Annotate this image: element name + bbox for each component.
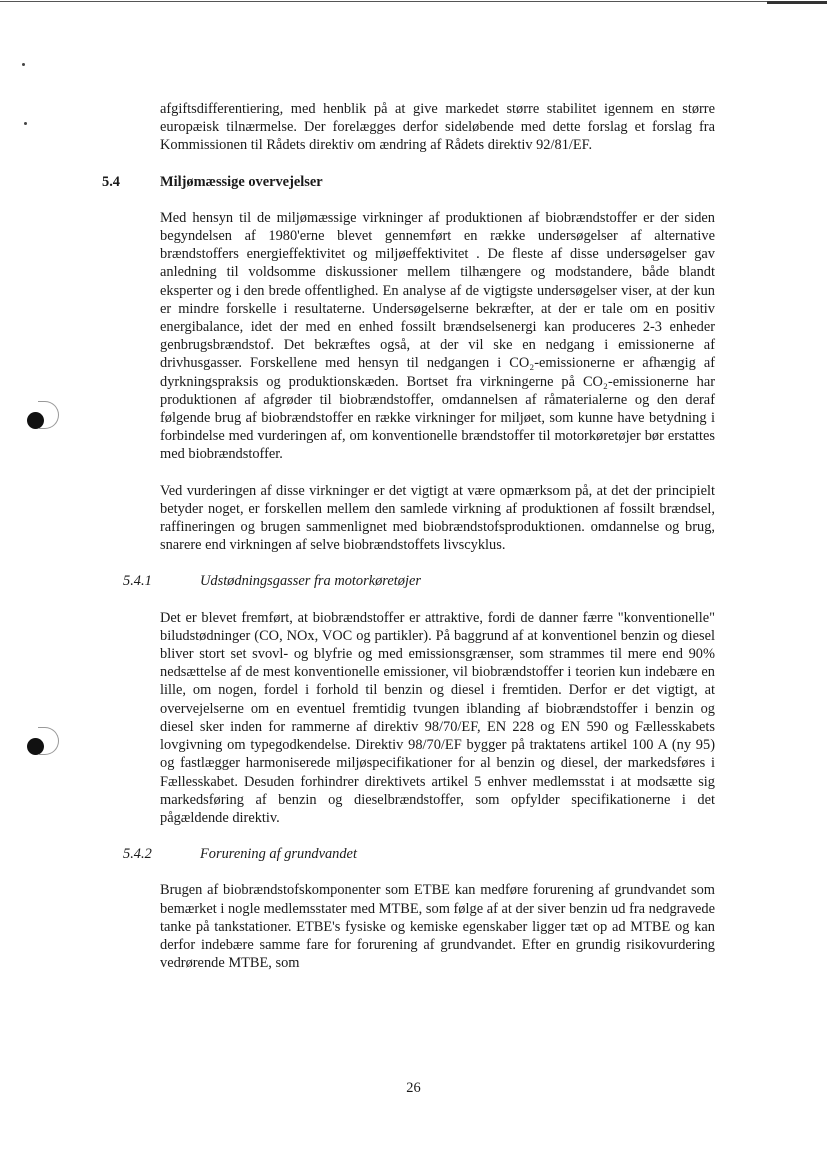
subsection-heading xyxy=(123,572,715,590)
section-title: Miljømæssige overvejelser xyxy=(160,173,323,190)
subsection-number: 5.4.1 xyxy=(123,573,152,590)
subsection-title: Udstødningsgasser fra motorkøretøjer xyxy=(200,573,421,590)
subsection-title: Forurening af grundvandet xyxy=(200,846,357,863)
paragraph-environment: Med hensyn til de miljømæssige virkninger af produktionen af biobrændstoffer er der siden begyndelsen af 1980'erne blevet gennemført en række undersøgelser af alternative brændstoffers energieffektivitet og miljøeffektivitet . De fleste af disse undersøgelser gav anledning til voldsomme diskussioner mellem tilhængere og modstandere, både blandt eksperter og i den brede offentlighed. En analyse af de vigtigste undersøgelser viser, at der kun er mindre forskelle i resultaterne. Undersøgelserne bekræfter, at der er tale om en positiv energibalance, idet der med en enhed fossilt brændselsenergi kan produceres 2-3 enheder genbrugsbrændstof. Det bekræftes også, at der vil ske en nedgang i emissionerne af drivhusgasser. Forskellene med hensyn til nedgangen i CO₂-emissionerne er afhængig af dyrkningspraksis og produktionskæden. Bortset fra virkningerne på CO₂-emissionerne har produktionen af afgrøder til biobrændstoffer, omdannelsen af råmaterialerne og den deraf følgende brug af biobrændstoffer en række virkninger for miljøet, som kunne have betydning i forbindelse med vurderingen af, om konventionelle brændstoffer til motorkøretøjer bør erstattes med biobrændstoffer. xyxy=(160,209,715,463)
binder-ring-icon xyxy=(38,401,59,429)
scan-top-edge xyxy=(0,1,827,2)
scan-speck xyxy=(22,63,25,66)
paragraph-assessment: Ved vurderingen af disse virkninger er det vigtigt at være opmærksom på, at det der principielt betyder noget, er forskellen mellem den samlede virkning af produktionen af fossilt brændsel, raffineringen og brugen sammenlignet med biobrændstofsproduktionen. omdannelse og brug, snarere end virkningen af selve biobrændstoffets livscyklus. xyxy=(160,482,715,554)
scan-top-edge-mark xyxy=(767,1,827,4)
section-heading xyxy=(102,173,715,191)
binder-ring-icon xyxy=(38,727,59,755)
subsection-heading xyxy=(123,845,715,863)
page-number: 26 xyxy=(406,1080,421,1096)
paragraph-intro: afgiftsdifferentiering, med henblik på at give markedet større stabilitet igennem en større europæisk tilnærmelse. Der forelægges derfor sideløbende med dette forslag et forslag fra Kommissionen til Rådets direktiv om ændring af Rådets direktiv 92/81/EF. xyxy=(160,101,715,154)
paragraph-groundwater: Brugen af biobrændstofskomponenter som ETBE kan medføre forurening af grundvandet som bemærket i nogle medlemsstater med MTBE, som følge af at der siver benzin ud fra nedgravede tanke på tankstationer. ETBE's fysiske og kemiske egenskaber ligger tæt op ad MTBE og kan derfor indebære samme fare for forurening af grundvandet. Efter en grundig risikovurdering vedrørende MTBE, som xyxy=(160,882,715,972)
scan-speck xyxy=(24,122,27,125)
paragraph-exhaust: Det er blevet fremført, at biobrændstoffer er attraktive, fordi de danner færre "konventionelle" biludstødninger (CO, NOx, VOC og partikler). På baggrund af at konventionel benzin og diesel bliver stort set svovl- og blyfrie og med emissionsgrænser, som strammes til mere end 90% nedsættelse af de mest konventionelle emissioner, vil biobrændstoffer i teorien kun indebære en lille, om nogen, fordel i forhold til benzin og diesel i fremtiden. Derfor er det vigtigt, at overvejelserne om en eventuel fremtidig tvungen iblanding af biobrændstoffer i benzin og diesel sker inden for rammerne af direktiv 98/70/EF, EN 228 og EN 590 og Fællesskabets lovgivning om typegodkendelse. Direktiv 98/70/EF bygger på traktatens artikel 100 A (ny 95) og fastlægger harmoniserede miljøspecifikationer for al benzin og diesel, der markedsføres i Fællesskabet. Desuden forhindrer direktivets artikel 5 enhver medlemsstat i at modsætte sig markedsføring af benzin og dieselbrændstoffer, som opfylder specifikationerne i det pågældende direktiv. xyxy=(160,609,715,826)
document-body xyxy=(102,100,715,972)
subsection-number: 5.4.2 xyxy=(123,846,152,863)
section-number: 5.4 xyxy=(102,173,120,190)
